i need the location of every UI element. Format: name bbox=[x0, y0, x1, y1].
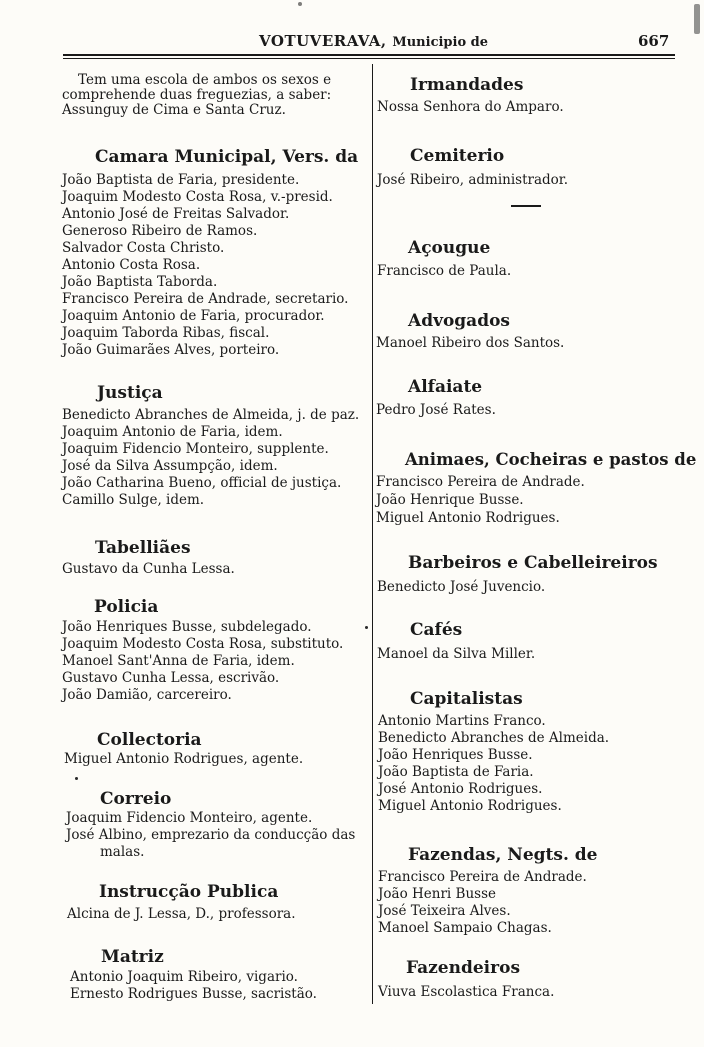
policia-line: Manoel Sant'Anna de Faria, idem. bbox=[62, 653, 295, 669]
justica-line: Benedicto Abranches de Almeida, j. de paz. bbox=[62, 407, 360, 423]
cemiterio-line: José Ribeiro, administrador. bbox=[377, 172, 569, 188]
correio-line: José Albino, emprezario da conducção das bbox=[66, 827, 356, 843]
section-heading-matriz: Matriz bbox=[101, 947, 164, 967]
animaes-line: João Henrique Busse. bbox=[376, 492, 524, 508]
matriz-line: Antonio Joaquim Ribeiro, vigario. bbox=[70, 969, 298, 985]
fazendeiros-line: Viuva Escolastica Franca. bbox=[378, 984, 555, 1000]
camara-line: Generoso Ribeiro de Ramos. bbox=[62, 223, 258, 239]
section-heading-tabelliaes: Tabelliães bbox=[95, 538, 191, 558]
acougue-line: Francisco de Paula. bbox=[377, 263, 512, 279]
scan-speck bbox=[298, 2, 302, 6]
camara-line: Salvador Costa Christo. bbox=[62, 240, 225, 256]
section-heading-camara: Camara Municipal, Vers. da bbox=[95, 147, 359, 167]
matriz-line: Ernesto Rodrigues Busse, sacristão. bbox=[70, 986, 317, 1002]
scan-speck bbox=[694, 4, 700, 34]
alfaiate-line: Pedro José Rates. bbox=[376, 402, 496, 418]
section-heading-fazendas: Fazendas, Negts. de bbox=[408, 845, 598, 865]
scan-speck bbox=[75, 777, 78, 780]
section-heading-capitalistas: Capitalistas bbox=[410, 689, 523, 709]
page-header bbox=[0, 30, 704, 54]
policia-line: João Damião, carcereiro. bbox=[62, 687, 232, 703]
correio-line: malas. bbox=[100, 844, 145, 860]
section-separator bbox=[511, 205, 541, 207]
advogados-line: Manoel Ribeiro dos Santos. bbox=[376, 335, 565, 351]
barbeiros-line: Benedicto José Juvencio. bbox=[377, 579, 546, 595]
capitalistas-line: José Antonio Rodrigues. bbox=[378, 781, 543, 797]
section-heading-justica: Justiça bbox=[97, 383, 163, 403]
capitalistas-line: Miguel Antonio Rodrigues. bbox=[378, 798, 562, 814]
camara-line: João Baptista de Faria, presidente. bbox=[62, 172, 300, 188]
section-heading-correio: Correio bbox=[100, 789, 172, 809]
camara-line: João Guimarães Alves, porteiro. bbox=[62, 342, 280, 358]
justica-line: Joaquim Antonio de Faria, idem. bbox=[62, 424, 283, 440]
fazendas-line: Francisco Pereira de Andrade. bbox=[378, 869, 587, 885]
capitalistas-line: João Henriques Busse. bbox=[378, 747, 533, 763]
camara-line: Joaquim Modesto Costa Rosa, v.-presid. bbox=[62, 189, 333, 205]
fazendas-line: José Teixeira Alves. bbox=[378, 903, 511, 919]
section-heading-collectoria: Collectoria bbox=[97, 730, 202, 750]
camara-line: Antonio Costa Rosa. bbox=[62, 257, 201, 273]
camara-line: Antonio José de Freitas Salvador. bbox=[62, 206, 290, 222]
header-rule-thin bbox=[63, 58, 675, 59]
column-divider bbox=[372, 64, 373, 1004]
policia-line: João Henriques Busse, subdelegado. bbox=[62, 619, 312, 635]
header-rule bbox=[63, 54, 675, 56]
policia-line: Gustavo Cunha Lessa, escrivão. bbox=[62, 670, 280, 686]
running-title: VOTUVERAVA, Municipio de bbox=[259, 32, 489, 50]
camara-line: Francisco Pereira de Andrade, secretario. bbox=[62, 291, 349, 307]
capitalistas-line: Antonio Martins Franco. bbox=[378, 713, 546, 729]
camara-line: Joaquim Taborda Ribas, fiscal. bbox=[62, 325, 270, 341]
animaes-line: Miguel Antonio Rodrigues. bbox=[376, 510, 560, 526]
intro-line: Tem uma escola de ambos os sexos e bbox=[78, 72, 332, 88]
fazendas-line: Manoel Sampaio Chagas. bbox=[378, 920, 552, 936]
section-heading-advogados: Advogados bbox=[408, 311, 510, 331]
policia-line: Joaquim Modesto Costa Rosa, substituto. bbox=[62, 636, 344, 652]
intro-line: Assunguy de Cima e Santa Cruz. bbox=[62, 102, 286, 118]
justica-line: Joaquim Fidencio Monteiro, supplente. bbox=[62, 441, 329, 457]
camara-line: João Baptista Taborda. bbox=[62, 274, 218, 290]
section-heading-irmandades: Irmandades bbox=[410, 75, 524, 95]
section-heading-cafes: Cafés bbox=[410, 620, 463, 640]
page-number: 667 bbox=[638, 32, 670, 50]
animaes-line: Francisco Pereira de Andrade. bbox=[376, 474, 585, 490]
section-heading-alfaiate: Alfaiate bbox=[408, 377, 483, 397]
justica-line: João Catharina Bueno, official de justiça. bbox=[62, 475, 342, 491]
section-heading-instruccao: Instrucção Publica bbox=[99, 882, 279, 902]
section-heading-animaes: Animaes, Cocheiras e pastos de bbox=[405, 450, 697, 469]
section-heading-cemiterio: Cemiterio bbox=[410, 146, 505, 166]
intro-line: comprehende duas freguezias, a saber: bbox=[62, 87, 332, 103]
justica-line: José da Silva Assumpção, idem. bbox=[62, 458, 278, 474]
collectoria-line: Miguel Antonio Rodrigues, agente. bbox=[64, 751, 304, 767]
instruccao-line: Alcina de J. Lessa, D., professora. bbox=[67, 906, 296, 922]
capitalistas-line: João Baptista de Faria. bbox=[378, 764, 534, 780]
scan-speck bbox=[365, 626, 368, 629]
section-heading-acougue: Açougue bbox=[408, 238, 491, 258]
camara-line: Joaquim Antonio de Faria, procurador. bbox=[62, 308, 325, 324]
section-heading-policia: Policia bbox=[94, 597, 159, 617]
section-heading-barbeiros: Barbeiros e Cabelleireiros bbox=[408, 553, 658, 573]
capitalistas-line: Benedicto Abranches de Almeida. bbox=[378, 730, 610, 746]
fazendas-line: João Henri Busse bbox=[378, 886, 496, 902]
cafes-line: Manoel da Silva Miller. bbox=[377, 646, 536, 662]
section-heading-fazendeiros: Fazendeiros bbox=[406, 958, 521, 978]
irmandades-line: Nossa Senhora do Amparo. bbox=[377, 99, 564, 115]
correio-line: Joaquim Fidencio Monteiro, agente. bbox=[66, 810, 313, 826]
justica-line: Camillo Sulge, idem. bbox=[62, 492, 205, 508]
tabelliaes-line: Gustavo da Cunha Lessa. bbox=[62, 561, 235, 577]
